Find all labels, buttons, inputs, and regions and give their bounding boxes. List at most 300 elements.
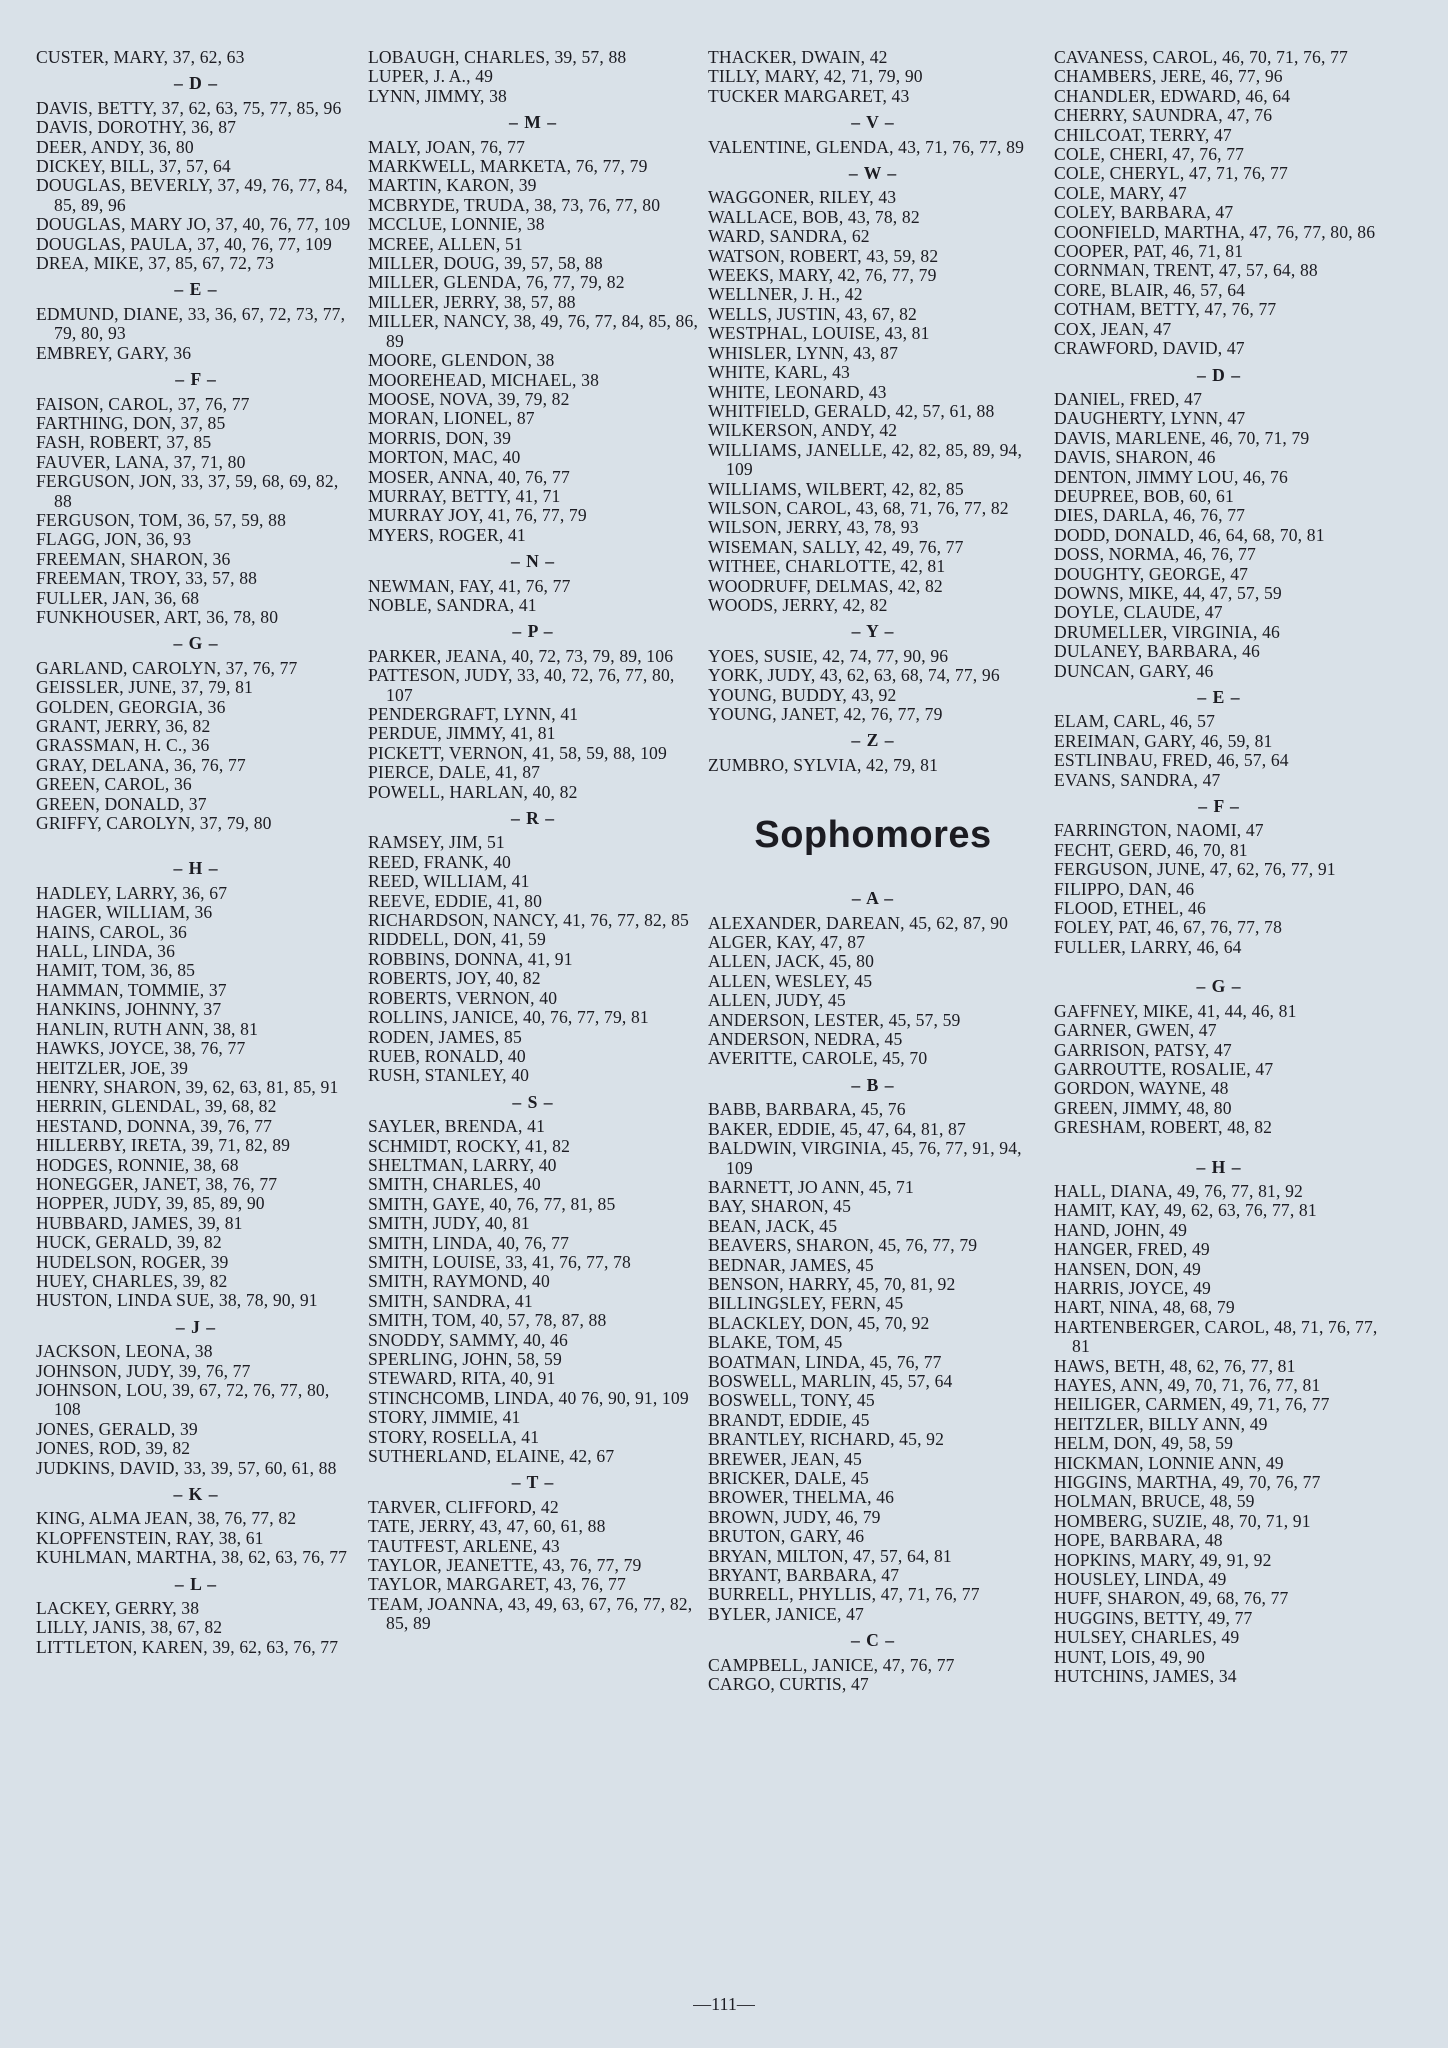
index-entry: HICKMAN, LONNIE ANN, 49 <box>1054 1452 1284 1473</box>
index-entry: MOOREHEAD, MICHAEL, 38 <box>368 369 600 390</box>
index-entry: HAMMAN, TOMMIE, 37 <box>36 979 227 1000</box>
index-entry: RODEN, JAMES, 85 <box>368 1026 522 1047</box>
index-entry: HAINS, CAROL, 36 <box>36 921 187 942</box>
index-entry: FULLER, JAN, 36, 68 <box>36 587 200 608</box>
index-entry: HUDELSON, ROGER, 39 <box>36 1251 229 1272</box>
index-entry: MCCLUE, LONNIE, 38 <box>368 214 545 235</box>
index-entry: DAVIS, SHARON, 46 <box>1054 447 1216 468</box>
index-entry: MILLER, NANCY, 38, 49, 76, 77, 84, 85, 86, 89 <box>368 311 698 351</box>
index-entry: RUSH, STANLEY, 40 <box>368 1065 530 1086</box>
index-entry: GREEN, JIMMY, 48, 80 <box>1054 1097 1232 1118</box>
index-entry: MOORE, GLENDON, 38 <box>368 350 555 371</box>
index-entry: ZUMBRO, SYLVIA, 42, 79, 81 <box>708 754 939 775</box>
index-entry: BOSWELL, MARLIN, 45, 57, 64 <box>708 1370 953 1391</box>
letter-heading: – L – <box>174 1573 218 1594</box>
index-entry: ALGER, KAY, 47, 87 <box>708 932 866 953</box>
index-entry: LUPER, J. A., 49 <box>368 66 494 87</box>
index-entry: BLAKE, TOM, 45 <box>708 1332 843 1353</box>
index-entry: MILLER, JERRY, 38, 57, 88 <box>368 291 576 312</box>
index-entry: FARRINGTON, NAOMI, 47 <box>1054 820 1264 841</box>
index-entry: FLOOD, ETHEL, 46 <box>1054 898 1206 919</box>
index-entry: WITHEE, CHARLOTTE, 42, 81 <box>708 556 946 577</box>
index-entry: RAMSEY, JIM, 51 <box>368 832 505 853</box>
index-entry: KUHLMAN, MARTHA, 38, 62, 63, 76, 77 <box>36 1547 348 1568</box>
index-entry: HUCK, GERALD, 39, 82 <box>36 1232 222 1253</box>
index-entry: ALLEN, JUDY, 45 <box>708 990 846 1011</box>
index-entry: HANSEN, DON, 49 <box>1054 1258 1201 1279</box>
letter-heading: – G – <box>1196 976 1242 997</box>
index-entry: BRYAN, MILTON, 47, 57, 64, 81 <box>708 1545 952 1566</box>
index-entry: GRAY, DELANA, 36, 76, 77 <box>36 754 246 775</box>
index-entry: GREEN, DONALD, 37 <box>36 793 207 814</box>
letter-heading: – E – <box>1197 687 1241 707</box>
index-entry: HEILIGER, CARMEN, 49, 71, 76, 77 <box>1054 1394 1330 1415</box>
letter-heading: – M – <box>509 112 557 133</box>
index-entry: FAUVER, LANA, 37, 71, 80 <box>36 451 246 472</box>
index-entry: WARD, SANDRA, 62 <box>708 226 870 247</box>
index-entry: GORDON, WAYNE, 48 <box>1054 1078 1229 1099</box>
letter-heading: – F – <box>175 369 217 390</box>
index-entry: WILLIAMS, WILBERT, 42, 82, 85 <box>708 478 964 499</box>
index-entry: WILSON, JERRY, 43, 78, 93 <box>708 517 919 538</box>
index-entry: DAVIS, DOROTHY, 36, 87 <box>36 117 237 138</box>
index-entry: DOUGLAS, PAULA, 37, 40, 76, 77, 109 <box>36 233 332 254</box>
index-entry: HAWS, BETH, 48, 62, 76, 77, 81 <box>1054 1355 1296 1376</box>
letter-heading: – E – <box>174 279 218 300</box>
index-entry: ROBBINS, DONNA, 41, 91 <box>368 948 573 969</box>
index-entry: HART, NINA, 48, 68, 79 <box>1054 1297 1235 1318</box>
page-number: —111— <box>693 1994 755 2014</box>
index-entry: HUNT, LOIS, 49, 90 <box>1054 1646 1205 1667</box>
index-entry: LYNN, JIMMY, 38 <box>368 85 507 106</box>
index-entry: BEAN, JACK, 45 <box>708 1215 838 1236</box>
index-entry: SMITH, LINDA, 40, 76, 77 <box>368 1232 570 1253</box>
index-entry: THACKER, DWAIN, 42 <box>708 47 888 67</box>
index-entry: DOSS, NORMA, 46, 76, 77 <box>1054 544 1256 565</box>
index-entry: HIGGINS, MARTHA, 49, 70, 76, 77 <box>1054 1472 1321 1493</box>
section-title: Sophomores <box>754 814 992 857</box>
index-entry: DAVIS, MARLENE, 46, 70, 71, 79 <box>1054 427 1310 448</box>
index-entry: CRAWFORD, DAVID, 47 <box>1054 338 1245 359</box>
index-entry: DICKEY, BILL, 37, 57, 64 <box>36 156 231 177</box>
index-entry: HESTAND, DONNA, 39, 76, 77 <box>36 1115 273 1136</box>
index-entry: CUSTER, MARY, 37, 62, 63 <box>36 47 245 67</box>
index-entry: ALLEN, JACK, 45, 80 <box>708 951 875 972</box>
index-entry: BENSON, HARRY, 45, 70, 81, 92 <box>708 1273 956 1294</box>
letter-heading: – H – <box>1196 1156 1242 1177</box>
index-entry: YORK, JUDY, 43, 62, 63, 68, 74, 77, 96 <box>708 665 1000 686</box>
index-entry: ROBERTS, VERNON, 40 <box>368 987 558 1008</box>
index-entry: JONES, ROD, 39, 82 <box>36 1438 191 1459</box>
index-entry: GARNER, GWEN, 47 <box>1054 1020 1217 1041</box>
index-entry: HULSEY, CHARLES, 49 <box>1054 1627 1240 1648</box>
index-entry: DRUMELLER, VIRGINIA, 46 <box>1054 621 1280 642</box>
index-entry: LACKEY, GERRY, 38 <box>36 1598 200 1619</box>
index-entry: DULANEY, BARBARA, 46 <box>1054 641 1260 662</box>
index-entry: STORY, ROSELLA, 41 <box>368 1426 540 1447</box>
index-entry: SMITH, TOM, 40, 57, 78, 87, 88 <box>368 1310 607 1331</box>
letter-heading: – Y – <box>851 621 895 642</box>
index-entry: HOMBERG, SUZIE, 48, 70, 71, 91 <box>1054 1510 1311 1531</box>
index-entry: CAMPBELL, JANICE, 47, 76, 77 <box>708 1654 955 1675</box>
index-entry: HOPKINS, MARY, 49, 91, 92 <box>1054 1549 1272 1570</box>
index-entry: ALLEN, WESLEY, 45 <box>708 970 873 991</box>
index-entry: COLEY, BARBARA, 47 <box>1054 202 1234 223</box>
index-entry: BREWER, JEAN, 45 <box>708 1448 862 1469</box>
index-entry: MILLER, GLENDA, 76, 77, 79, 82 <box>368 272 625 293</box>
index-entry: BROWN, JUDY, 46, 79 <box>708 1506 881 1527</box>
index-entry: FERGUSON, TOM, 36, 57, 59, 88 <box>36 509 287 530</box>
index-entry: SMITH, RAYMOND, 40 <box>368 1271 550 1292</box>
index-entry: TAYLOR, JEANETTE, 43, 76, 77, 79 <box>368 1555 642 1576</box>
index-entry: HAWKS, JOYCE, 38, 76, 77 <box>36 1038 246 1059</box>
index-entry: KING, ALMA JEAN, 38, 76, 77, 82 <box>36 1508 297 1529</box>
letter-heading: – W – <box>848 163 898 184</box>
index-entry: HUBBARD, JAMES, 39, 81 <box>36 1212 243 1233</box>
index-entry: DREA, MIKE, 37, 85, 67, 72, 73 <box>36 253 275 274</box>
index-entry: KLOPFENSTEIN, RAY, 38, 61 <box>36 1527 264 1548</box>
index-entry: DOWNS, MIKE, 44, 47, 57, 59 <box>1054 582 1282 603</box>
index-entry: HAMIT, KAY, 49, 62, 63, 76, 77, 81 <box>1054 1200 1317 1221</box>
index-entry: DENTON, JIMMY LOU, 46, 76 <box>1054 466 1288 487</box>
index-entry: SMITH, JUDY, 40, 81 <box>368 1213 530 1234</box>
index-entry: JUDKINS, DAVID, 33, 39, 57, 60, 61, 88 <box>36 1457 337 1478</box>
index-entry: FECHT, GERD, 46, 70, 81 <box>1054 839 1248 860</box>
index-entry: BILLINGSLEY, FERN, 45 <box>708 1293 904 1314</box>
index-entry: CORNMAN, TRENT, 47, 57, 64, 88 <box>1054 260 1318 281</box>
index-entry: CARGO, CURTIS, 47 <box>708 1674 869 1695</box>
index-entry: ELAM, CARL, 46, 57 <box>1054 711 1216 732</box>
index-entry: MORTON, MAC, 40 <box>368 447 521 468</box>
index-entry: HERRIN, GLENDAL, 39, 68, 82 <box>36 1096 277 1117</box>
index-entry: DAUGHERTY, LYNN, 47 <box>1054 408 1246 429</box>
index-entry: RIDDELL, DON, 41, 59 <box>368 929 546 950</box>
index-entry: LITTLETON, KAREN, 39, 62, 63, 76, 77 <box>36 1636 339 1657</box>
index-entry: GRIFFY, CAROLYN, 37, 79, 80 <box>36 813 272 834</box>
index-entry: FOLEY, PAT, 46, 67, 76, 77, 78 <box>1054 917 1283 938</box>
index-entry: DAVIS, BETTY, 37, 62, 63, 75, 77, 85, 96 <box>36 97 342 118</box>
index-entry: DOYLE, CLAUDE, 47 <box>1054 602 1223 623</box>
index-entry: TILLY, MARY, 42, 71, 79, 90 <box>708 66 923 87</box>
index-entry: WHITE, LEONARD, 43 <box>708 381 887 402</box>
letter-heading: – Z – <box>851 730 895 751</box>
index-entry: WHITFIELD, GERALD, 42, 57, 61, 88 <box>708 400 995 421</box>
index-entry: GARLAND, CAROLYN, 37, 76, 77 <box>36 657 298 678</box>
index-entry: HARRIS, JOYCE, 49 <box>1054 1277 1212 1298</box>
index-entry: HODGES, RONNIE, 38, 68 <box>36 1154 239 1175</box>
index-entry: BALDWIN, VIRGINIA, 45, 76, 77, 91, 94, 109 <box>708 1138 1022 1178</box>
index-entry: WHISLER, LYNN, 43, 87 <box>708 342 899 363</box>
index-entry: HEITZLER, JOE, 39 <box>36 1057 189 1078</box>
index-entry: NOBLE, SANDRA, 41 <box>368 594 537 615</box>
index-entry: DOUGHTY, GEORGE, 47 <box>1054 563 1249 584</box>
index-entry: GRESHAM, ROBERT, 48, 82 <box>1054 1117 1273 1138</box>
index-entry: GAFFNEY, MIKE, 41, 44, 46, 81 <box>1054 1000 1297 1021</box>
index-entry: FERGUSON, JUNE, 47, 62, 76, 77, 91 <box>1054 859 1336 880</box>
index-entry: HANGER, FRED, 49 <box>1054 1239 1210 1260</box>
index-entry: DUNCAN, GARY, 46 <box>1054 660 1214 681</box>
letter-heading: – P – <box>512 621 554 642</box>
index-entry: MORRIS, DON, 39 <box>368 427 512 448</box>
index-entry: CHANDLER, EDWARD, 46, 64 <box>1054 85 1291 106</box>
index-entry: BRUTON, GARY, 46 <box>708 1526 865 1547</box>
index-entry: BRICKER, DALE, 45 <box>708 1468 869 1488</box>
index-entry: CHERRY, SAUNDRA, 47, 76 <box>1054 105 1273 126</box>
index-entry: HUGGINS, BETTY, 49, 77 <box>1054 1607 1253 1628</box>
index-entry: HUEY, CHARLES, 39, 82 <box>36 1270 228 1291</box>
index-entry: BEDNAR, JAMES, 45 <box>708 1254 874 1275</box>
index-entry: HOUSLEY, LINDA, 49 <box>1054 1569 1227 1590</box>
index-entry: HANKINS, JOHNNY, 37 <box>36 999 222 1020</box>
index-entry: PIERCE, DALE, 41, 87 <box>368 762 541 783</box>
index-entry: MOSER, ANNA, 40, 76, 77 <box>368 466 570 487</box>
index-entry: FUNKHOUSER, ART, 36, 78, 80 <box>36 606 279 627</box>
index-entry: FLAGG, JON, 36, 93 <box>36 529 192 550</box>
index-entry: MARTIN, KARON, 39 <box>368 175 537 196</box>
index-entry: STORY, JIMMIE, 41 <box>368 1407 521 1428</box>
index-entry: GOLDEN, GEORGIA, 36 <box>36 696 226 717</box>
index-entry: YOES, SUSIE, 42, 74, 77, 90, 96 <box>708 645 949 666</box>
index-entry: MYERS, ROGER, 41 <box>368 524 526 545</box>
index-entry: EMBREY, GARY, 36 <box>36 342 192 363</box>
index-entry: BAKER, EDDIE, 45, 47, 64, 81, 87 <box>708 1118 966 1139</box>
index-entry: DEUPREE, BOB, 60, 61 <box>1054 485 1234 506</box>
index-entry: LOBAUGH, CHARLES, 39, 57, 88 <box>368 47 627 67</box>
index-entry: HILLERBY, IRETA, 39, 71, 82, 89 <box>36 1135 291 1156</box>
index-entry: FREEMAN, SHARON, 36 <box>36 548 231 569</box>
index-entry: ANDERSON, NEDRA, 45 <box>708 1029 903 1050</box>
index-entry: EVANS, SANDRA, 47 <box>1054 769 1221 790</box>
index-entry: HADLEY, LARRY, 36, 67 <box>36 882 228 903</box>
letter-heading: – G – <box>173 633 219 654</box>
index-entry: CHILCOAT, TERRY, 47 <box>1054 124 1232 145</box>
index-entry: FASH, ROBERT, 37, 85 <box>36 432 212 453</box>
index-entry: HUFF, SHARON, 49, 68, 76, 77 <box>1054 1588 1289 1609</box>
index-entry: COLE, MARY, 47 <box>1054 182 1187 203</box>
index-entry: YOUNG, JANET, 42, 76, 77, 79 <box>708 704 943 724</box>
index-entry: REEVE, EDDIE, 41, 80 <box>368 890 543 911</box>
index-entry: TARVER, CLIFFORD, 42 <box>368 1496 559 1517</box>
index-entry: SMITH, CHARLES, 40 <box>368 1174 541 1195</box>
index-entry: MURRAY JOY, 41, 76, 77, 79 <box>368 505 587 526</box>
index-entry: HEITZLER, BILLY ANN, 49 <box>1054 1413 1268 1434</box>
index-entry: WHITE, KARL, 43 <box>708 362 850 383</box>
index-entry: JONES, GERALD, 39 <box>36 1418 198 1439</box>
index-entry: DANIEL, FRED, 47 <box>1054 388 1203 409</box>
index-entry: MCREE, ALLEN, 51 <box>368 233 523 254</box>
letter-heading: – H – <box>173 858 219 879</box>
index-entry: GARROUTTE, ROSALIE, 47 <box>1054 1058 1274 1079</box>
index-entry: HENRY, SHARON, 39, 62, 63, 81, 85, 91 <box>36 1076 339 1097</box>
index-entry: ESTLINBAU, FRED, 46, 57, 64 <box>1054 750 1289 771</box>
index-entry: JOHNSON, JUDY, 39, 76, 77 <box>36 1360 251 1381</box>
index-entry: ANDERSON, LESTER, 45, 57, 59 <box>708 1009 961 1030</box>
index-entry: HAYES, ANN, 49, 70, 71, 76, 77, 81 <box>1054 1375 1321 1395</box>
index-entry: HOPPER, JUDY, 39, 85, 89, 90 <box>36 1193 265 1214</box>
index-column-3 <box>708 48 1038 1694</box>
index-entry: MORAN, LIONEL, 87 <box>368 408 535 429</box>
index-entry: BEAVERS, SHARON, 45, 76, 77, 79 <box>708 1235 978 1256</box>
index-entry: SUTHERLAND, ELAINE, 42, 67 <box>368 1446 615 1467</box>
letter-heading: – A – <box>851 888 895 909</box>
index-entry: BROWER, THELMA, 46 <box>708 1487 895 1508</box>
index-entry: GEISSLER, JUNE, 37, 79, 81 <box>36 677 253 698</box>
index-entry: MILLER, DOUG, 39, 57, 58, 88 <box>368 253 603 274</box>
index-entry: CORE, BLAIR, 46, 57, 64 <box>1054 279 1246 300</box>
index-entry: BLACKLEY, DON, 45, 70, 92 <box>708 1312 930 1333</box>
index-entry: COTHAM, BETTY, 47, 76, 77 <box>1054 299 1277 320</box>
index-entry: SPERLING, JOHN, 58, 59 <box>368 1349 562 1369</box>
index-entry: GRASSMAN, H. C., 36 <box>36 735 210 756</box>
index-entry: COOPER, PAT, 46, 71, 81 <box>1054 241 1244 262</box>
index-entry: COLE, CHERI, 47, 76, 77 <box>1054 144 1245 165</box>
index-entry: GRANT, JERRY, 36, 82 <box>36 716 211 736</box>
index-entry: EDMUND, DIANE, 33, 36, 67, 72, 73, 77, 79, 80, 93 <box>36 303 346 344</box>
letter-heading: – R – <box>510 808 556 829</box>
index-entry: HUSTON, LINDA SUE, 38, 78, 90, 91 <box>36 1290 318 1311</box>
index-entry: NEWMAN, FAY, 41, 76, 77 <box>368 575 571 596</box>
index-entry: DOUGLAS, MARY JO, 37, 40, 76, 77, 109 <box>36 214 351 235</box>
index-entry: COLE, CHERYL, 47, 71, 76, 77 <box>1054 163 1288 184</box>
letter-heading: – S – <box>512 1091 554 1112</box>
index-entry: HANLIN, RUTH ANN, 38, 81 <box>36 1018 259 1039</box>
index-entry: ROBERTS, JOY, 40, 82 <box>368 968 541 989</box>
index-entry: WEEKS, MARY, 42, 76, 77, 79 <box>708 265 937 286</box>
index-entry: STINCHCOMB, LINDA, 40 76, 90, 91, 109 <box>368 1387 689 1408</box>
index-entry: MALY, JOAN, 76, 77 <box>368 136 526 157</box>
index-entry: STEWARD, RITA, 40, 91 <box>368 1368 556 1389</box>
index-entry: PARKER, JEANA, 40, 72, 73, 79, 89, 106 <box>368 645 674 666</box>
index-entry: SCHMIDT, ROCKY, 41, 82 <box>368 1135 571 1156</box>
index-entry: BAY, SHARON, 45 <box>708 1196 852 1217</box>
index-entry: HUTCHINS, JAMES, 34 <box>1054 1666 1237 1687</box>
index-entry: TUCKER MARGARET, 43 <box>708 85 910 106</box>
index-entry: ALEXANDER, DAREAN, 45, 62, 87, 90 <box>708 912 1009 933</box>
index-entry: BOATMAN, LINDA, 45, 76, 77 <box>708 1351 942 1372</box>
index-entry: POWELL, HARLAN, 40, 82 <box>368 781 578 802</box>
index-entry: HAGER, WILLIAM, 36 <box>36 902 213 923</box>
index-entry: BRANDT, EDDIE, 45 <box>708 1409 870 1430</box>
index-entry: DOUGLAS, BEVERLY, 37, 49, 76, 77, 84, 85, 89, 96 <box>36 175 348 215</box>
index-entry: HAMIT, TOM, 36, 85 <box>36 960 196 981</box>
index-entry: RUEB, RONALD, 40 <box>368 1045 526 1066</box>
letter-heading: – F – <box>1198 796 1240 817</box>
index-entry: SMITH, SANDRA, 41 <box>368 1290 533 1311</box>
index-entry: GARRISON, PATSY, 47 <box>1054 1039 1232 1060</box>
index-entry: SAYLER, BRENDA, 41 <box>368 1116 546 1137</box>
index-entry: SNODDY, SAMMY, 40, 46 <box>368 1329 568 1350</box>
index-entry: BABB, BARBARA, 45, 76 <box>708 1099 906 1120</box>
letter-heading: – C – <box>850 1630 896 1651</box>
index-entry: REED, FRANK, 40 <box>368 851 512 872</box>
letter-heading: – N – <box>510 551 556 572</box>
index-entry: WAGGONER, RILEY, 43 <box>708 187 897 208</box>
letter-heading: – K – <box>173 1484 219 1505</box>
index-entry: PERDUE, JIMMY, 41, 81 <box>368 723 556 744</box>
index-entry: DIES, DARLA, 46, 76, 77 <box>1054 505 1246 526</box>
index-entry: AVERITTE, CAROLE, 45, 70 <box>708 1048 928 1069</box>
index-entry: HALL, DIANA, 49, 76, 77, 81, 92 <box>1054 1180 1303 1201</box>
letter-heading: – D – <box>1196 364 1242 385</box>
index-entry: CHAMBERS, JERE, 46, 77, 96 <box>1054 66 1283 87</box>
index-entry: HAND, JOHN, 49 <box>1054 1219 1188 1240</box>
index-entry: SHELTMAN, LARRY, 40 <box>368 1154 557 1175</box>
index-entry: ROLLINS, JANICE, 40, 76, 77, 79, 81 <box>368 1007 649 1028</box>
index-entry: PATTESON, JUDY, 33, 40, 72, 76, 77, 80, 107 <box>368 665 675 705</box>
index-entry: TAUTFEST, ARLENE, 43 <box>368 1535 560 1556</box>
index-entry: FREEMAN, TROY, 33, 57, 88 <box>36 568 258 589</box>
index-entry: BURRELL, PHYLLIS, 47, 71, 76, 77 <box>708 1584 980 1605</box>
index-entry: BYLER, JANICE, 47 <box>708 1603 865 1624</box>
index-entry: EREIMAN, GARY, 46, 59, 81 <box>1054 730 1273 751</box>
index-entry: MURRAY, BETTY, 41, 71 <box>368 485 561 506</box>
index-entry: YOUNG, BUDDY, 43, 92 <box>708 684 897 705</box>
index-entry: WILSON, CAROL, 43, 68, 71, 76, 77, 82 <box>708 497 1009 518</box>
index-entry: REED, WILLIAM, 41 <box>368 871 530 892</box>
index-entry: DODD, DONALD, 46, 64, 68, 70, 81 <box>1054 524 1325 545</box>
index-entry: FILIPPO, DAN, 46 <box>1054 878 1195 899</box>
index-entry: BRANTLEY, RICHARD, 45, 92 <box>708 1429 945 1450</box>
index-entry: HOPE, BARBARA, 48 <box>1054 1530 1223 1551</box>
index-column-4 <box>1054 48 1384 1687</box>
index-entry: FARTHING, DON, 37, 85 <box>36 412 226 433</box>
index-entry: JACKSON, LEONA, 38 <box>36 1341 213 1362</box>
index-entry: MCBRYDE, TRUDA, 38, 73, 76, 77, 80 <box>368 194 661 215</box>
index-entry: WILKERSON, ANDY, 42 <box>708 420 898 441</box>
index-entry: SMITH, LOUISE, 33, 41, 76, 77, 78 <box>368 1251 631 1272</box>
index-entry: GREEN, CAROL, 36 <box>36 774 192 795</box>
index-entry: BRYANT, BARBARA, 47 <box>708 1565 900 1586</box>
index-entry: HELM, DON, 49, 58, 59 <box>1054 1433 1234 1454</box>
index-entry: MOOSE, NOVA, 39, 79, 82 <box>368 388 570 409</box>
index-entry: CAVANESS, CAROL, 46, 70, 71, 76, 77 <box>1054 47 1348 67</box>
index-entry: FULLER, LARRY, 46, 64 <box>1054 936 1242 957</box>
index-entry: HONEGGER, JANET, 38, 76, 77 <box>36 1173 278 1194</box>
letter-heading: – T – <box>511 1472 555 1493</box>
letter-heading: – J – <box>175 1316 217 1337</box>
index-entry: LILLY, JANIS, 38, 67, 82 <box>36 1617 223 1638</box>
index-entry: WILLIAMS, JANELLE, 42, 82, 85, 89, 94, 109 <box>708 439 1023 480</box>
index-entry: COX, JEAN, 47 <box>1054 318 1172 339</box>
index-entry: WESTPHAL, LOUISE, 43, 81 <box>708 323 930 344</box>
index-column-1 <box>36 48 356 1657</box>
index-entry: WELLNER, J. H., 42 <box>708 284 863 305</box>
index-entry: WISEMAN, SALLY, 42, 49, 76, 77 <box>708 536 964 557</box>
index-entry: PENDERGRAFT, LYNN, 41 <box>368 704 579 724</box>
index-entry: HARTENBERGER, CAROL, 48, 71, 76, 77, 81 <box>1054 1316 1378 1357</box>
index-entry: RICHARDSON, NANCY, 41, 76, 77, 82, 85 <box>368 910 689 931</box>
index-entry: HOLMAN, BRUCE, 48, 59 <box>1054 1491 1255 1512</box>
letter-heading: – D – <box>173 73 219 94</box>
index-entry: TAYLOR, MARGARET, 43, 76, 77 <box>368 1574 626 1595</box>
index-entry: VALENTINE, GLENDA, 43, 71, 76, 77, 89 <box>708 136 1025 157</box>
index-entry: COONFIELD, MARTHA, 47, 76, 77, 80, 86 <box>1054 221 1376 242</box>
index-column-2 <box>368 48 698 1634</box>
index-entry: DEER, ANDY, 36, 80 <box>36 136 194 157</box>
letter-heading: – V – <box>851 112 895 133</box>
index-entry: BARNETT, JO ANN, 45, 71 <box>708 1176 914 1197</box>
index-entry: WOODRUFF, DELMAS, 42, 82 <box>708 575 943 596</box>
index-entry: PICKETT, VERNON, 41, 58, 59, 88, 109 <box>368 742 667 763</box>
letter-heading: – B – <box>851 1074 895 1095</box>
index-entry: WOODS, JERRY, 42, 82 <box>708 594 888 615</box>
index-entry: HALL, LINDA, 36 <box>36 941 176 962</box>
index-entry: TEAM, JOANNA, 43, 49, 63, 67, 76, 77, 82, 85, 89 <box>368 1593 693 1634</box>
index-entry: TATE, JERRY, 43, 47, 60, 61, 88 <box>368 1516 606 1537</box>
index-entry: WATSON, ROBERT, 43, 59, 82 <box>708 245 939 266</box>
index-entry: FAISON, CAROL, 37, 76, 77 <box>36 393 250 414</box>
index-entry: WELLS, JUSTIN, 43, 67, 82 <box>708 303 917 324</box>
